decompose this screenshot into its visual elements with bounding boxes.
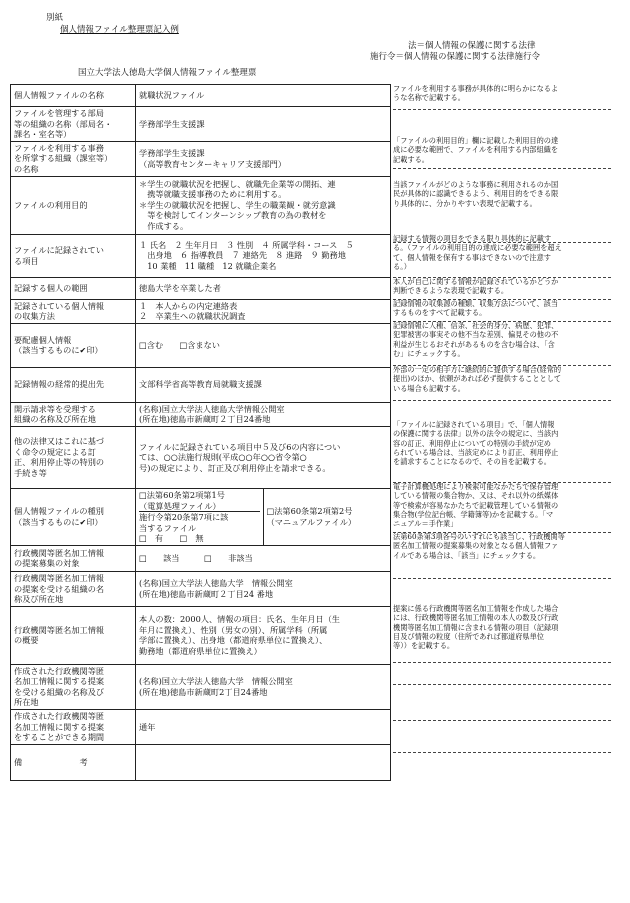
explanation-note	[393, 277, 611, 300]
note-line: ファイルを利用する事務が具体的に明らかになるよ	[393, 84, 559, 93]
note-line: イルである場合は、「該当」にチェックする。	[393, 550, 541, 560]
value-line: 年月に置換え）、性別（男女の別）、所属学科（所属	[139, 624, 328, 635]
label-line: 作成された行政機関等匿	[14, 711, 105, 722]
form-row	[11, 277, 391, 299]
explanation-note	[393, 532, 611, 579]
field-label	[11, 141, 136, 176]
explanation-note	[393, 482, 611, 533]
label-line: の概要	[14, 635, 39, 646]
label-line: 備 考	[14, 757, 88, 768]
label-line: 行政機関等匿名加工情報	[14, 624, 105, 635]
form-row	[11, 85, 391, 107]
field-value	[136, 367, 391, 402]
field-value	[136, 488, 391, 545]
field-value	[136, 545, 391, 571]
value-line: ２ 卒業生への就職状況調査	[139, 311, 246, 322]
explanation-note	[393, 684, 611, 721]
note-line: には、行政機関等匿名加工情報の本人の数及び行政	[393, 613, 559, 623]
value-line: 出身地 ６ 指導教員 ７ 連絡先 ８ 進路 ９ 勤務地	[139, 250, 346, 261]
label-line: （該当するものに✔印）	[14, 516, 103, 527]
law-note-2: 施行令＝個人情報の保護に関する法律施行令	[370, 52, 541, 62]
note-line: 「ファイルの利用目的」欄に記載した利用目的の達	[393, 136, 559, 145]
form-row	[11, 323, 391, 367]
value-line: 学務部学生支援課	[139, 148, 205, 159]
file-type-grid	[136, 489, 390, 545]
explanation-note	[393, 299, 611, 322]
form-row	[11, 664, 391, 709]
value-line: 携等就職支援事務のために利用する。	[139, 189, 287, 200]
value-line: ては、○○法施行規則(平成○○年○○省令第○	[139, 452, 307, 463]
note-line: 集合物(学位記台帳、学籍簿等)かを記載する。「マ	[393, 509, 554, 519]
note-line: を請求することになるので、その旨を記載する。	[393, 457, 551, 467]
label-line: 行政機関等匿名加工情報	[14, 547, 105, 558]
note-line: いる場合も記載する。	[393, 383, 465, 393]
label-line: の収集方法	[14, 311, 55, 322]
value-line: ＊学生の就職状況を把握し、学生の職業観・就労意識	[139, 199, 336, 210]
note-line: 「ファイルに記録されている項目」で、「個人情報	[393, 420, 555, 429]
note-line: 犯罪被害の事実その他不当な差別、偏見その他の不	[393, 330, 559, 340]
field-value	[136, 299, 391, 323]
note-line: 本人が自己に関する情報が記録されているかどうか	[393, 277, 559, 286]
form-row	[11, 367, 391, 402]
field-label	[11, 744, 136, 780]
ordinance-clause-2: 当するファイル	[139, 522, 197, 533]
form-row	[11, 606, 391, 664]
value-line: 勤務地（都道府県単位に置換え）	[139, 645, 262, 656]
note-line: 成に必要な範囲で、ファイルを利用する内部組織を	[393, 145, 559, 155]
form-row	[11, 107, 391, 142]
field-label	[11, 664, 136, 709]
note-line: 法第60条第3項各号のいずれにも該当し、行政機関等	[393, 532, 565, 541]
field-label	[11, 426, 136, 488]
note-line: 提出)のほか、依頼があれば必ず提供することとして	[393, 374, 562, 384]
label-line: る項目	[14, 255, 39, 266]
form-row	[11, 426, 391, 488]
note-line: て、個人情報を保有する事はできないので注意す	[393, 252, 551, 262]
label-line: 個人情報ファイルの種別	[14, 506, 104, 517]
note-line: している情報の集合物か、又は、それ以外の紙媒体	[393, 491, 559, 501]
file-type-manual: □法第60条第2項第2号	[266, 506, 353, 517]
field-label	[11, 545, 136, 571]
label-line: の提案募集の対象	[14, 558, 80, 569]
field-value	[136, 571, 391, 606]
note-line: 目及び情報の粒度（住所であれば都道府県単位	[393, 631, 544, 641]
field-label	[11, 234, 136, 277]
label-line: 要配慮個人情報	[14, 334, 72, 345]
value-line: 学部に置換え）、出身地（都道府県単位に置換え）、	[139, 635, 328, 646]
field-label	[11, 402, 136, 426]
note-line: 記録情報の収集源の種類、収集方法について、該当	[393, 299, 559, 308]
field-value	[136, 277, 391, 299]
explanation-note	[393, 321, 611, 366]
note-line: る。（ファイルの利用目的の達成に必要な範囲を超え	[393, 243, 562, 253]
value-line: ファイルに記録されている項目中５及び6の内容につい	[139, 441, 341, 452]
ordinance-clause: 施行令第20条第7項に該	[139, 511, 260, 523]
value-line: 10 業種 11 職種 12 就職企業名	[139, 260, 277, 271]
value-line: (名称)国立大学法人徳島大学 情報公開室	[139, 578, 293, 589]
explanation-note	[393, 136, 611, 169]
value-line: □含む □含まない	[139, 339, 220, 350]
field-label	[11, 176, 136, 234]
label-line: 記録する個人の範囲	[14, 282, 88, 293]
note-line: うな名称で記載する。	[393, 93, 465, 103]
value-line: 学務部学生支援課	[139, 118, 205, 129]
explanation-note	[393, 720, 611, 753]
note-line: の保護に関する法律」以外の法令の規定に、当該内	[393, 429, 559, 439]
note-line: 匿名加工情報の提案募集の対象となる個人情報ファ	[393, 541, 559, 551]
value-line: 文部科学省高等教育局就職支援課	[139, 379, 262, 390]
label-line: く命令の規定による訂	[14, 446, 96, 457]
label-line: ファイルを利用する事務	[14, 142, 104, 153]
value-line: 就職状況ファイル	[139, 90, 205, 101]
note-line: 判断できるような表現で記載する。	[393, 286, 509, 296]
value-line: 徳島大学を卒業した者	[139, 282, 221, 293]
label-line: をすることができる期間	[14, 732, 105, 743]
law-note-1: 法＝個人情報の保護に関する法律	[408, 41, 536, 51]
note-line: られている場合は、当該定めにより訂正、利用停止	[393, 447, 559, 457]
form-row	[11, 488, 391, 545]
note-line: る。）	[393, 261, 411, 271]
example-title: 個人情報ファイル整理票記入例	[60, 25, 179, 35]
note-line: 記録情報に人種、信条、社会的身分、病歴、犯罪、	[393, 321, 559, 330]
value-line: （高等教育センターキャリア支援部門）	[139, 158, 287, 169]
note-line: 提案に係る行政機関等匿名加工情報を作成した場合	[393, 604, 559, 613]
explanation-note	[393, 662, 611, 685]
field-value	[136, 606, 391, 664]
field-value	[136, 744, 391, 780]
form-row	[11, 545, 391, 571]
label-line: （該当するものに✔印）	[14, 345, 103, 356]
note-line: 記載する。	[393, 154, 429, 164]
note-line: するものをすべて記載する。	[393, 308, 487, 318]
field-label	[11, 367, 136, 402]
field-label	[11, 571, 136, 606]
explanation-note	[393, 234, 611, 278]
label-line: 記録されている個人情報	[14, 300, 105, 311]
field-value	[136, 323, 391, 367]
file-type-electronic: □法第60条第2項第1号	[139, 489, 225, 500]
file-type-electronic-note: （電算処理ファイル）	[139, 500, 221, 511]
label-line: の名称	[14, 163, 39, 174]
form-row	[11, 744, 391, 780]
field-value	[136, 234, 391, 277]
label-line: 開示請求等を受理する	[14, 403, 96, 414]
field-label	[11, 107, 136, 142]
form-row	[11, 176, 391, 234]
note-line: 等））を記載する。	[393, 641, 455, 651]
explanation-note	[393, 84, 611, 110]
ordinance-choice: □ 有 □ 無	[139, 533, 204, 544]
label-line: 等の組織の名称（部局名・	[14, 118, 113, 129]
value-line: 作成する。	[139, 220, 189, 231]
value-line: 等を検討してインターンシップ教育の為の教材を	[139, 210, 327, 221]
form-row	[11, 402, 391, 426]
field-value	[136, 141, 391, 176]
value-line: (名称)国立大学法人徳島大学 情報公開室	[139, 676, 293, 687]
note-line: 民が具体的に認識できるよう、利用目的をできる限	[393, 189, 559, 199]
label-line: 組織の名称及び所在地	[14, 414, 96, 425]
field-label	[11, 85, 136, 107]
note-line: 当該ファイルがどのような事務に利用されるのか国	[393, 180, 559, 189]
label-line: 課名・室名等）	[14, 129, 72, 140]
label-line: 称及び所在地	[14, 594, 64, 605]
value-line: ＊学生の就職状況を把握し、就職先企業等の開拓、連	[139, 178, 336, 189]
label-line: 作成された行政機関等匿	[14, 665, 105, 676]
label-line: 名加工情報に関する提案	[14, 676, 105, 687]
label-line: 手続き等	[14, 468, 47, 479]
form-row	[11, 571, 391, 606]
label-line: 名加工情報に関する提案	[14, 721, 105, 732]
note-line: 等で検索が容易なかたちで記載管理している情報の	[393, 500, 559, 510]
form-row	[11, 710, 391, 745]
explanation-note	[393, 365, 611, 401]
field-value	[136, 710, 391, 745]
value-line: 本人の数：2000人、情報の項目：氏名、生年月日（生	[139, 614, 340, 624]
field-value	[136, 426, 391, 488]
label-line: の提案を受ける組織の名	[14, 583, 105, 594]
note-line: り具体的に、分かりやすい表現で記載する。	[393, 198, 537, 208]
label-line: 記録情報の経常的提出先	[14, 379, 105, 390]
note-line: 電子計算機処理により検索可能なかたちで保存管理	[393, 482, 559, 491]
label-line: ファイルに記録されてい	[14, 244, 104, 255]
field-label	[11, 606, 136, 664]
note-line: 機関等匿名加工情報に含まれる情報の項目（記録項	[393, 622, 559, 632]
label-line: を所掌する組織（課室等）	[14, 153, 113, 164]
note-line: 容の訂正、利用停止についての特別の手続が定め	[393, 438, 551, 448]
file-type-manual-note: （マニュアルファイル）	[266, 516, 357, 527]
explanation-note	[393, 420, 611, 483]
label-line: 正、利用停止等の特別の	[14, 457, 105, 468]
value-line: (名称)国立大学法人徳島大学情報公開室	[139, 403, 285, 414]
note-line: 外部の一定の相手方に継続的に提供する場合(経常的	[393, 365, 562, 374]
label-line: ファイルの利用目的	[14, 199, 88, 210]
value-line: (所在地)徳島市新蔵町2丁目24番地	[139, 686, 268, 697]
notes-column	[393, 84, 611, 784]
explanation-note	[393, 604, 611, 663]
field-label	[11, 710, 136, 745]
label-line: 他の法律又はこれに基づ	[14, 436, 105, 447]
field-value	[136, 402, 391, 426]
field-value	[136, 176, 391, 234]
value-line: 通年	[139, 721, 156, 732]
value-line: (所在地)徳島市新蔵町２丁目24番地	[139, 414, 271, 425]
field-label	[11, 323, 136, 367]
form-row	[11, 299, 391, 323]
note-line: ニュアル＝手作業」	[393, 519, 458, 529]
value-line: １ 氏名 ２ 生年月日 ３ 性別 ４ 所属学科・コース ５	[139, 239, 354, 250]
note-line: 利益が生じるおそれがあるものを含む場合は、「含	[393, 339, 555, 349]
form-row	[11, 141, 391, 176]
value-line: □ 該当 □ 非該当	[139, 553, 253, 564]
field-value	[136, 107, 391, 142]
appendix-label: 別紙	[46, 13, 64, 23]
label-line: を受ける組織の名称及び	[14, 686, 105, 697]
field-value	[136, 85, 391, 107]
note-line: 記録する情報の項目をできる限り具体的に記載す	[393, 234, 552, 243]
note-line: む」にチェックする。	[393, 348, 465, 358]
file-form-table	[10, 84, 391, 781]
value-line: (所在地)徳島市新蔵町２丁目24 番地	[139, 588, 274, 599]
field-label	[11, 277, 136, 299]
label-line: 所在地	[14, 697, 39, 708]
form-title: 国立大学法人徳島大学個人情報ファイル整理票	[78, 68, 257, 78]
field-value	[136, 664, 391, 709]
label-line: 行政機関等匿名加工情報	[14, 572, 105, 583]
field-label	[11, 488, 136, 545]
form-row	[11, 234, 391, 277]
value-line: 号)の規定により、訂正及び利用停止を請求できる。	[139, 462, 331, 473]
label-line: ファイルを管理する部局	[14, 108, 104, 118]
label-line: 個人情報ファイルの名称	[14, 90, 104, 101]
field-label	[11, 299, 136, 323]
value-line: １ 本人からの内定連絡表	[139, 300, 238, 311]
